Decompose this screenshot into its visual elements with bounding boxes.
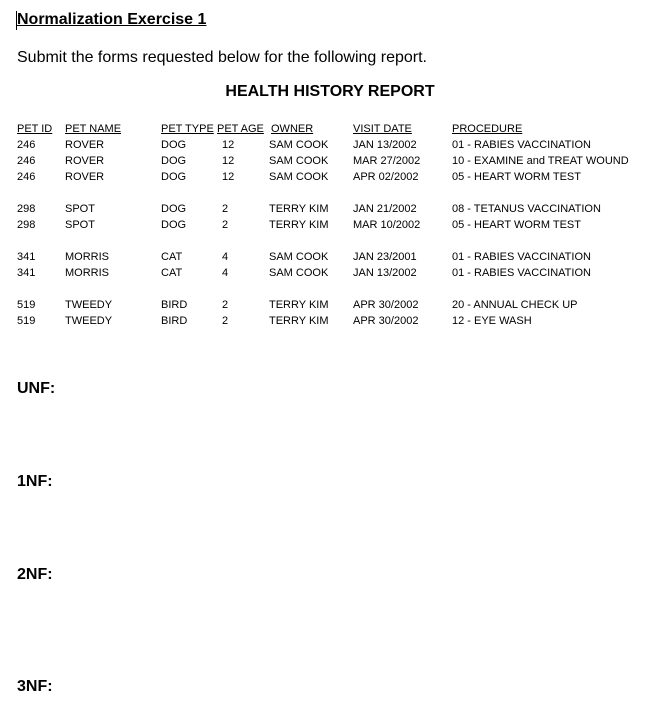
header-owner: OWNER: [271, 123, 314, 135]
cell-pet-type: BIRD: [161, 315, 188, 327]
3nf-label: 3NF:: [17, 678, 53, 695]
cell-pet-id: 298: [17, 203, 36, 215]
cell-procedure: 05 - HEART WORM TEST: [452, 219, 581, 231]
header-pet-type: PET TYPE: [161, 123, 214, 135]
2nf-label: 2NF:: [17, 566, 53, 583]
cell-visit-date: JAN 23/2001: [353, 251, 417, 263]
cell-pet-name: SPOT: [65, 219, 95, 231]
cell-pet-age: 12: [222, 139, 235, 151]
cell-procedure: 01 - RABIES VACCINATION: [452, 139, 591, 151]
report-row: [17, 201, 637, 217]
cell-procedure: 10 - EXAMINE and TREAT WOUND: [452, 155, 629, 167]
cell-procedure: 01 - RABIES VACCINATION: [452, 267, 591, 279]
cell-owner: TERRY KIM: [269, 299, 329, 311]
cell-pet-name: ROVER: [65, 171, 105, 183]
report-header-row: [17, 121, 637, 137]
cell-pet-type: DOG: [161, 139, 187, 151]
cell-owner: TERRY KIM: [269, 203, 329, 215]
cell-pet-id: 246: [17, 139, 36, 151]
cell-pet-age: 2: [222, 315, 229, 327]
cell-procedure: 20 - ANNUAL CHECK UP: [452, 299, 578, 311]
unf-label: UNF:: [17, 380, 56, 397]
report-row: [17, 153, 637, 169]
cell-visit-date: JAN 21/2002: [353, 203, 417, 215]
cell-pet-id: 341: [17, 251, 36, 263]
document-title: Normalization Exercise 1: [17, 11, 207, 28]
cell-owner: SAM COOK: [269, 155, 329, 167]
cell-visit-date: APR 02/2002: [353, 171, 419, 183]
report-row: [17, 313, 637, 329]
1nf-label: 1NF:: [17, 473, 53, 490]
cell-owner: SAM COOK: [269, 251, 329, 263]
cell-pet-id: 246: [17, 155, 36, 167]
cell-pet-type: DOG: [161, 155, 187, 167]
cell-procedure: 05 - HEART WORM TEST: [452, 171, 581, 183]
cell-pet-name: ROVER: [65, 139, 105, 151]
header-pet-id: PET ID: [17, 123, 53, 135]
cell-owner: SAM COOK: [269, 139, 329, 151]
cell-pet-name: TWEEDY: [65, 299, 113, 311]
cell-visit-date: MAR 27/2002: [353, 155, 421, 167]
cell-pet-id: 341: [17, 267, 36, 279]
cell-procedure: 08 - TETANUS VACCINATION: [452, 203, 601, 215]
group-spacer: [17, 233, 637, 249]
cell-pet-name: ROVER: [65, 155, 105, 167]
cell-pet-id: 298: [17, 219, 36, 231]
cell-pet-age: 2: [222, 219, 229, 231]
cell-visit-date: JAN 13/2002: [353, 139, 417, 151]
cell-pet-age: 2: [222, 203, 229, 215]
cell-pet-id: 519: [17, 315, 36, 327]
header-pet-name: PET NAME: [65, 123, 122, 135]
cell-pet-name: MORRIS: [65, 251, 109, 263]
report-title: HEALTH HISTORY REPORT: [225, 83, 435, 100]
document-intro: Submit the forms requested below for the following report.: [17, 49, 427, 66]
cell-pet-name: SPOT: [65, 203, 95, 215]
header-pet-age: PET AGE: [217, 123, 264, 135]
cell-procedure: 01 - RABIES VACCINATION: [452, 251, 591, 263]
cell-visit-date: MAR 10/2002: [353, 219, 421, 231]
report-row: [17, 169, 637, 185]
report-body: [17, 137, 637, 329]
cell-pet-type: CAT: [161, 251, 183, 263]
cell-visit-date: APR 30/2002: [353, 315, 419, 327]
cell-owner: TERRY KIM: [269, 315, 329, 327]
header-visit-date: VISIT DATE: [353, 123, 412, 135]
header-procedure: PROCEDURE: [452, 123, 523, 135]
cell-pet-name: MORRIS: [65, 267, 109, 279]
cell-visit-date: JAN 13/2002: [353, 267, 417, 279]
cell-pet-age: 12: [222, 171, 235, 183]
cell-pet-type: DOG: [161, 219, 187, 231]
cell-pet-id: 246: [17, 171, 36, 183]
cell-pet-age: 2: [222, 299, 229, 311]
report-row: [17, 249, 637, 265]
report-row: [17, 297, 637, 313]
report-row: [17, 137, 637, 153]
cell-pet-id: 519: [17, 299, 36, 311]
cell-pet-type: DOG: [161, 171, 187, 183]
cell-pet-age: 4: [222, 251, 229, 263]
cell-owner: SAM COOK: [269, 267, 329, 279]
report-row: [17, 265, 637, 281]
cell-owner: TERRY KIM: [269, 219, 329, 231]
cell-pet-type: CAT: [161, 267, 183, 279]
cell-pet-age: 4: [222, 267, 229, 279]
group-spacer: [17, 281, 637, 297]
cell-pet-age: 12: [222, 155, 235, 167]
cell-visit-date: APR 30/2002: [353, 299, 419, 311]
group-spacer: [17, 185, 637, 201]
cell-procedure: 12 - EYE WASH: [452, 315, 532, 327]
cell-pet-type: DOG: [161, 203, 187, 215]
report-row: [17, 217, 637, 233]
report-table: [17, 121, 637, 329]
cell-owner: SAM COOK: [269, 171, 329, 183]
cell-pet-type: BIRD: [161, 299, 188, 311]
cell-pet-name: TWEEDY: [65, 315, 113, 327]
